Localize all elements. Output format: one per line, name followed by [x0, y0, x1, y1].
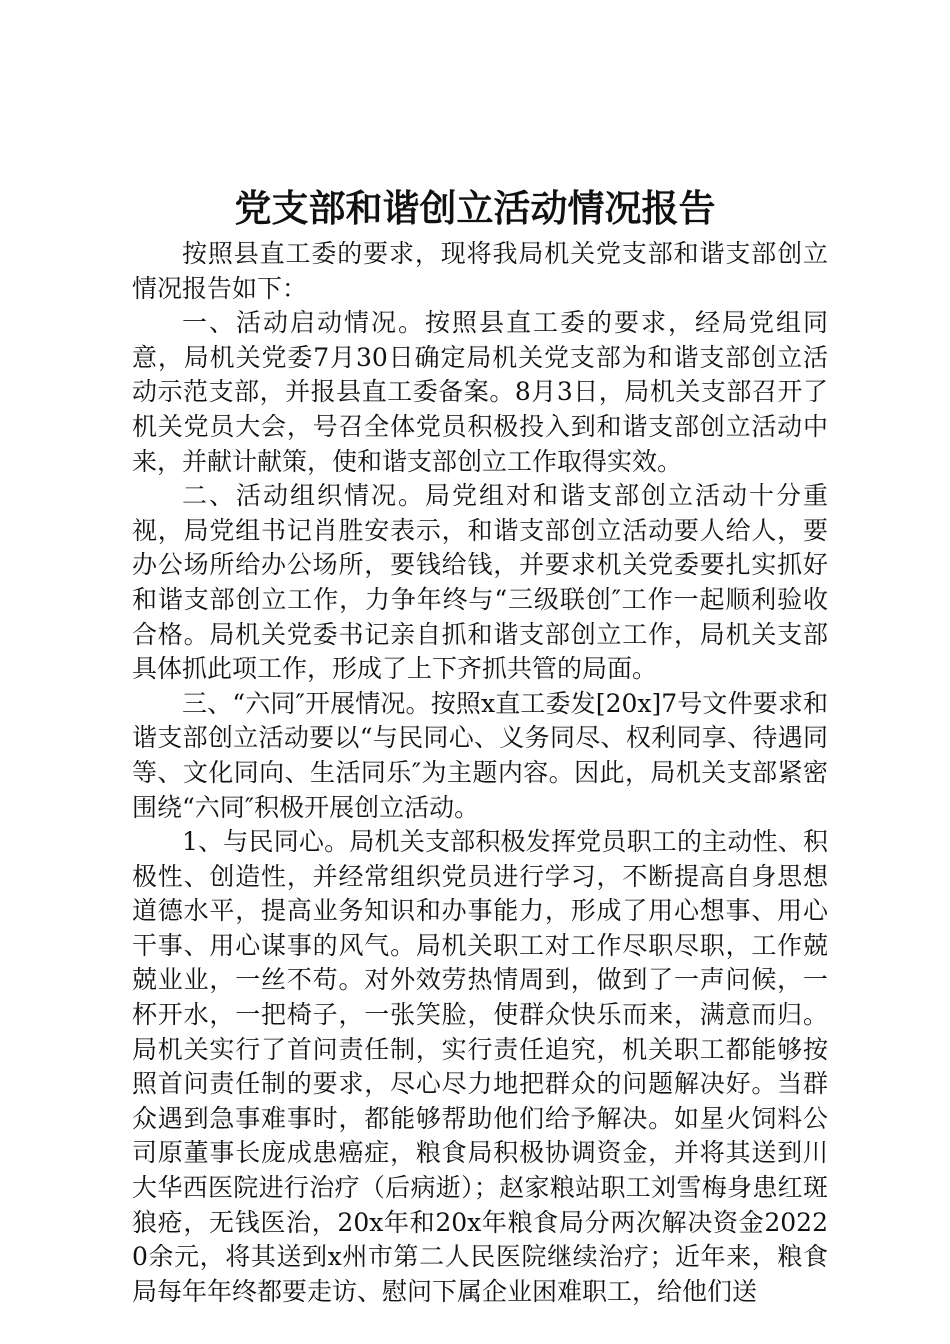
intro-paragraph: 按照县直工委的要求，现将我局机关党支部和谐支部创立情况报告如下：	[132, 239, 828, 303]
section-1-paragraph: 一、活动启动情况。按照县直工委的要求，经局党组同意，局机关党委7月30日确定局机关党支部为和谐支部创立活动示范支部，并报县直工委备案。8月3日，局机关支部召开了机关党员大会，号召全体党员积极投入到和谐支部创立活动中来，并献计献策，使和谐支部创立工作取得实效。	[132, 308, 828, 476]
section-2-paragraph: 二、活动组织情况。局党组对和谐支部创立活动十分重视，局党组书记肖胜安表示，和谐支部创立活动要人给人，要办公场所给办公场所，要钱给钱，并要求机关党委要扎实抓好和谐支部创立工作，力争年终与“三级联创″工作一起顺利验收合格。局机关党委书记亲自抓和谐支部创立工作，局机关支部具体抓此项工作，形成了上下齐抓共管的局面。	[132, 481, 828, 684]
document-title: 党支部和谐创立活动情况报告	[234, 186, 716, 230]
document-body	[132, 237, 828, 1309]
subsection-1-paragraph: 1、与民同心。局机关支部积极发挥党员职工的主动性、积极性、创造性，并经常组织党员进行学习，不断提高自身思想道德水平，提高业务知识和办事能力，形成了用心想事、用心干事、用心谋事的风气。局机关职工对工作尽职尽职，工作兢兢业业，一丝不苟。对外效劳热情周到，做到了一声问候，一杯开水，一把椅子，一张笑脸，使群众快乐而来，满意而归。局机关实行了首问责任制，实行责任追究，机关职工都能够按照首问责任制的要求，尽心尽力地把群众的问题解决好。当群众遇到急事难事时，都能够帮助他们给予解决。如星火饲料公司原董事长庞成患癌症，粮食局积极协调资金，并将其送到川大华西医院进行治疗（后病逝）；赵家粮站职工刘雪梅身患红斑狼疮，无钱医治，20x年和20x年粮食局分两次解决资金20220余元，将其送到x州市第二人民医院继续治疗；近年来，粮食局每年年终都要走访、慰问下属企业困难职工，给他们送	[132, 827, 828, 1306]
section-3-paragraph: 三、“六同″开展情况。按照x直工委发[20x]7号文件要求和谐支部创立活动要以“与民同心、义务同尽、权利同享、待遇同等、文化同向、生活同乐″为主题内容。因此，局机关支部紧密围绕“六同″积极开展创立活动。	[132, 688, 828, 822]
